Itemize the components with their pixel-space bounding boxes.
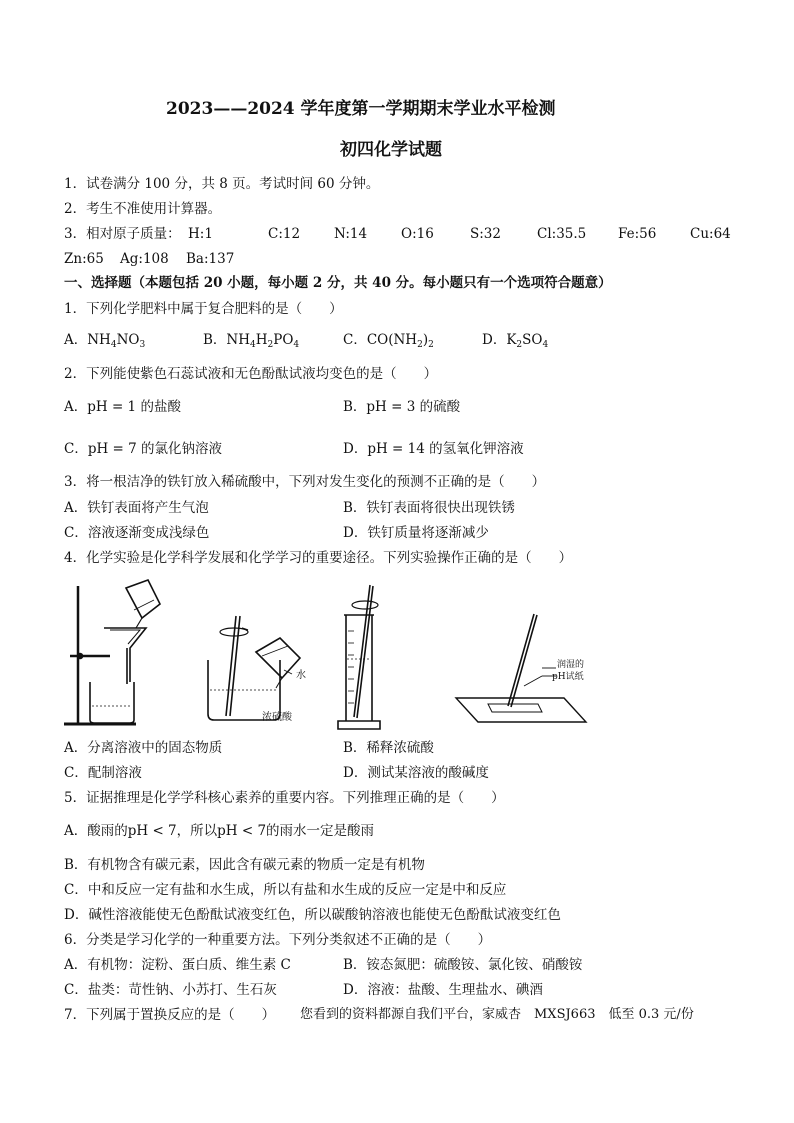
q6-option-d: D．溶液：盐酸、生理盐水、碘酒 bbox=[343, 982, 543, 998]
q5-stem: 5．证据推理是化学学科核心素养的重要内容。下列推理正确的是（ ） bbox=[64, 790, 505, 806]
mass-cu: Cu:64 bbox=[690, 226, 731, 242]
q2-option-a: A．pH = 1 的盐酸 bbox=[64, 399, 181, 415]
q1-stem: 1．下列化学肥料中属于复合肥料的是（ ） bbox=[64, 301, 343, 317]
label-wet-ph-1: 润湿的 bbox=[557, 660, 585, 670]
q1-a-sub2: 3 bbox=[139, 340, 146, 350]
note-1: 1．试卷满分 100 分，共 8 页。考试时间 60 分钟。 bbox=[64, 176, 380, 192]
q5-option-d: D．碱性溶液能使无色酚酞试液变红色，所以碳酸钠溶液也能使无色酚酞试液变红色 bbox=[64, 907, 561, 923]
q3-option-a: A．铁钉表面将产生气泡 bbox=[64, 500, 209, 516]
mass-ag: Ag:108 bbox=[120, 251, 169, 267]
q6-option-b: B．铵态氮肥：硫酸铵、氯化铵、硝酸铵 bbox=[343, 957, 583, 973]
label-conc-acid: 浓硫酸 bbox=[262, 712, 292, 723]
q1-b-text2: H bbox=[255, 332, 268, 348]
q1-b-text: B．NH bbox=[203, 332, 251, 348]
q1-b-text3: PO bbox=[273, 332, 294, 348]
q1-a-sub1: 4 bbox=[110, 340, 117, 350]
q5-option-c: C．中和反应一定有盐和水生成，所以有盐和水生成的反应一定是中和反应 bbox=[64, 882, 507, 898]
q1-b-sub2: 2 bbox=[267, 340, 274, 350]
mass-o: O:16 bbox=[401, 226, 434, 242]
q4-stem: 4．化学实验是化学科学发展和化学学习的重要途径。下列实验操作正确的是（ ） bbox=[64, 550, 573, 566]
q1-c-text2: ) bbox=[422, 332, 429, 348]
q1-b-sub1: 4 bbox=[250, 340, 256, 350]
mass-s: S:32 bbox=[470, 226, 501, 242]
watermark-footer: 您看到的资料都源自我们平台，家威杏 MXSJ663 低至 0.3 元/份 bbox=[300, 1007, 694, 1022]
q1-d-text: D．K bbox=[482, 332, 517, 348]
note-3-label: 3．相对原子质量： bbox=[64, 226, 181, 242]
q1-option-b bbox=[203, 331, 299, 349]
q2-stem: 2．下列能使紫色石蕊试液和无色酚酞试液均变色的是（ ） bbox=[64, 366, 438, 382]
q5-option-b: B．有机物含有碳元素，因此含有碳元素的物质一定是有机物 bbox=[64, 857, 425, 873]
q1-c-text: C．CO(NH bbox=[343, 332, 418, 348]
q1-option-c bbox=[343, 331, 434, 349]
mass-c: C:12 bbox=[268, 226, 301, 242]
q6-option-a: A．有机物：淀粉、蛋白质、维生素 C bbox=[64, 957, 291, 973]
q1-d-sub2: 4 bbox=[542, 340, 549, 350]
mass-h: H:1 bbox=[188, 226, 213, 242]
mass-n: N:14 bbox=[334, 226, 368, 242]
q3-stem: 3．将一根洁净的铁钉放入稀硫酸中，下列对发生变化的预测不正确的是（ ） bbox=[64, 474, 546, 490]
q1-option-a bbox=[64, 331, 145, 349]
q4-option-a: A．分离溶液中的固态物质 bbox=[64, 740, 223, 756]
figure-dilute-acid bbox=[196, 598, 316, 730]
mass-zn: Zn:65 bbox=[64, 251, 104, 267]
q7-stem: 7．下列属于置换反应的是（ ） bbox=[64, 1007, 276, 1023]
section-heading: 一、选择题（本题包括 20 小题，每小题 2 分，共 40 分。每小题只有一个选项符合题意） bbox=[64, 275, 612, 291]
q6-stem: 6．分类是学习化学的一种重要方法。下列分类叙述不正确的是（ ） bbox=[64, 932, 492, 948]
q2-option-c: C．pH = 7 的氯化钠溶液 bbox=[64, 441, 223, 457]
q1-b-sub3: 4 bbox=[293, 340, 300, 350]
mass-ba: Ba:137 bbox=[186, 251, 235, 267]
exam-title: 2023——2024 学年度第一学期期末学业水平检测 bbox=[166, 99, 556, 119]
label-wet-ph-2: pH试纸 bbox=[552, 672, 584, 682]
q5-option-a: A．酸雨的pH < 7，所以pH < 7的雨水一定是酸雨 bbox=[64, 823, 375, 839]
q1-c-sub1: 2 bbox=[417, 340, 423, 350]
q2-option-d: D．pH = 14 的氢氧化钾溶液 bbox=[343, 441, 524, 457]
label-water: 水 bbox=[296, 670, 306, 681]
figure-filtration bbox=[60, 578, 170, 730]
mass-cl: Cl:35.5 bbox=[537, 226, 587, 242]
exam-subtitle: 初四化学试题 bbox=[340, 140, 442, 160]
mass-fe: Fe:56 bbox=[618, 226, 657, 242]
q2-option-b: B．pH = 3 的硫酸 bbox=[343, 399, 461, 415]
q1-d-text2: SO bbox=[522, 332, 543, 348]
note-2: 2．考生不准使用计算器。 bbox=[64, 201, 222, 217]
q1-d-sub1: 2 bbox=[516, 340, 523, 350]
q4-option-c: C．配制溶液 bbox=[64, 765, 142, 781]
q4-option-b: B．稀释浓硫酸 bbox=[343, 740, 434, 756]
figure-cylinder bbox=[330, 583, 386, 733]
q1-option-d bbox=[482, 331, 548, 349]
q3-option-b: B．铁钉表面将很快出现铁锈 bbox=[343, 500, 515, 516]
q3-option-c: C．溶液逐渐变成浅绿色 bbox=[64, 525, 210, 541]
q4-option-d: D．测试某溶液的酸碱度 bbox=[343, 765, 489, 781]
q3-option-d: D．铁钉质量将逐渐减少 bbox=[343, 525, 489, 541]
q6-option-c: C．盐类：苛性钠、小苏打、生石灰 bbox=[64, 982, 277, 998]
q1-a-text: A．NH bbox=[64, 332, 111, 348]
q1-c-sub2: 2 bbox=[428, 340, 434, 350]
q1-a-text2: NO bbox=[116, 332, 140, 348]
